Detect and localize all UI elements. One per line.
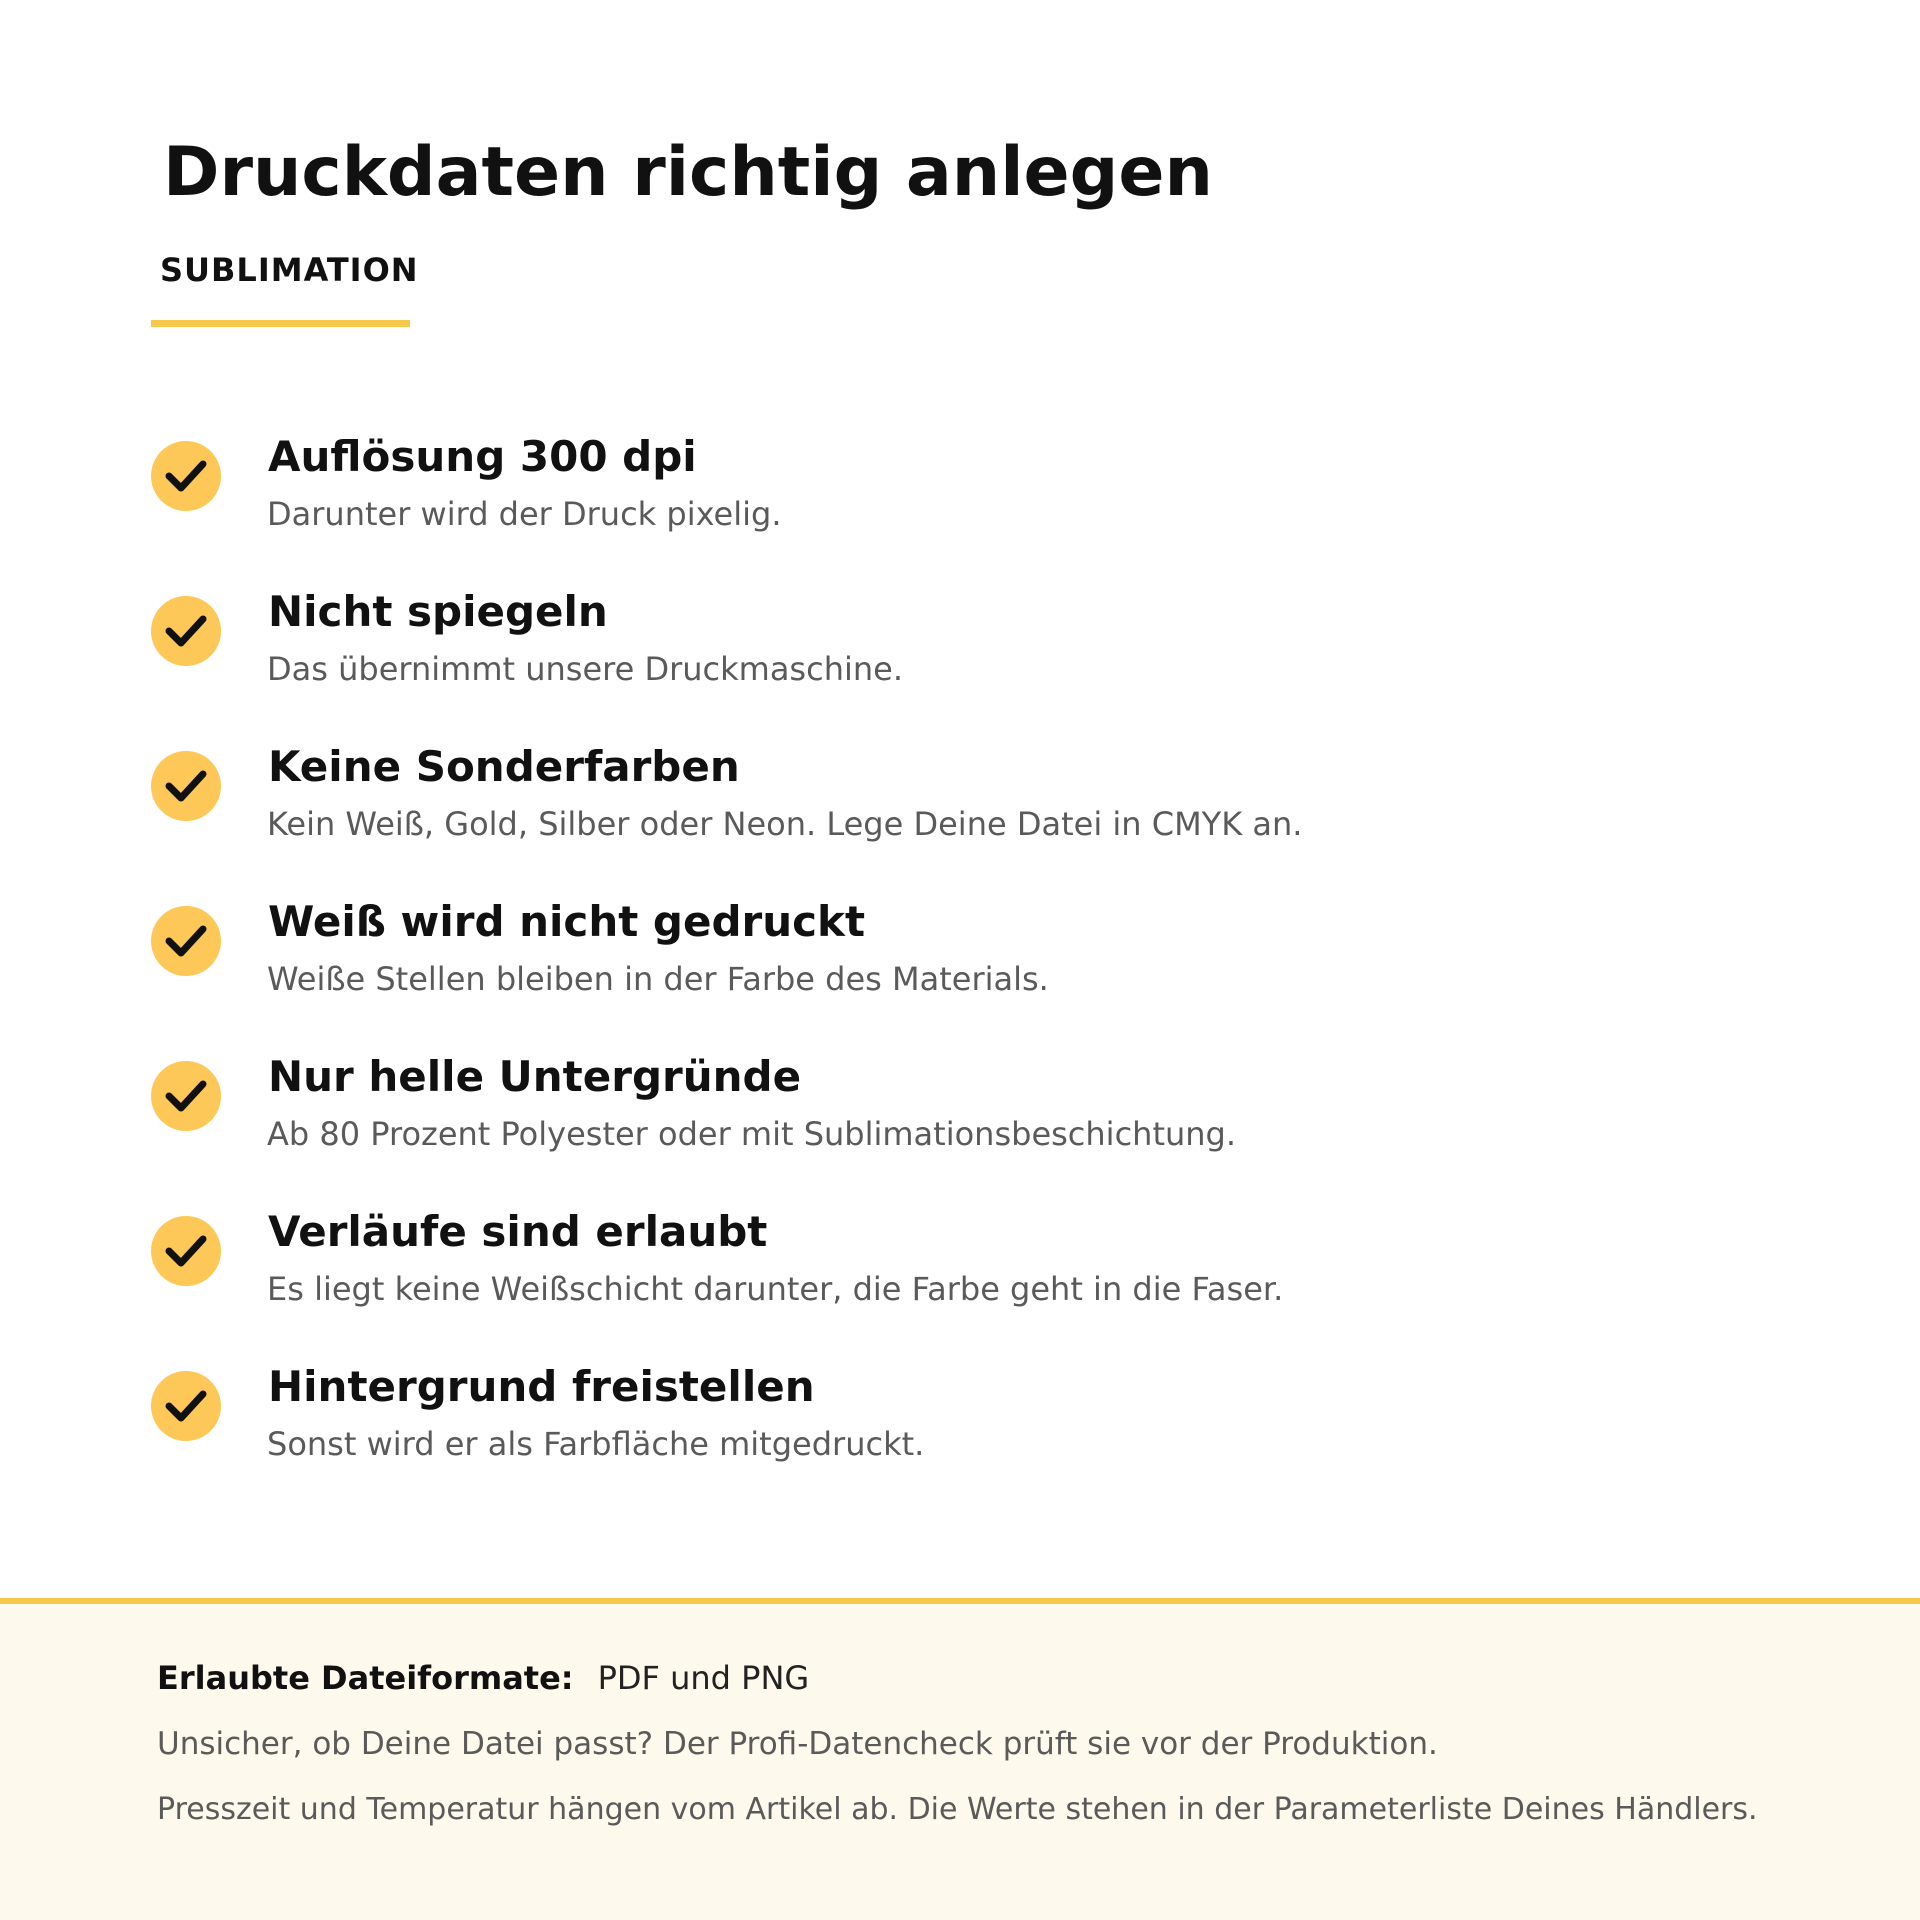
- subtitle-underline: [151, 320, 410, 327]
- checklist-item-description: Ab 80 Prozent Polyester oder mit Sublimationsbeschichtung.: [267, 1115, 1237, 1153]
- file-formats-value: PDF und PNG: [597, 1659, 810, 1697]
- check-circle-icon: [151, 1371, 221, 1441]
- checklist-item-description: Weiße Stellen bleiben in der Farbe des Materials.: [267, 960, 1049, 998]
- check-circle-icon: [151, 596, 221, 666]
- checklist-item: [0, 897, 1920, 1056]
- checklist-item: [0, 1207, 1920, 1366]
- checklist-item: [0, 1362, 1920, 1521]
- page-title: Druckdaten richtig anlegen: [163, 133, 1213, 212]
- checklist-item-title: Nur helle Untergründe: [268, 1052, 802, 1101]
- checklist-item-description: Darunter wird der Druck pixelig.: [267, 495, 782, 533]
- checklist-item-description: Kein Weiß, Gold, Silber oder Neon. Lege Deine Datei in CMYK an.: [267, 805, 1303, 843]
- checklist-item-title: Hintergrund freistellen: [268, 1362, 815, 1411]
- checklist-item: [0, 432, 1920, 591]
- checklist-item-title: Auflösung 300 dpi: [268, 432, 697, 481]
- file-formats-label: Erlaubte Dateiformate:: [157, 1659, 574, 1697]
- check-circle-icon: [151, 751, 221, 821]
- checklist-item-title: Verläufe sind erlaubt: [268, 1207, 768, 1256]
- checklist-item: [0, 742, 1920, 901]
- checklist-item-description: Sonst wird er als Farbfläche mitgedruckt.: [267, 1425, 925, 1463]
- checklist-item-description: Das übernimmt unsere Druckmaschine.: [267, 650, 903, 688]
- press-parameters-note: Presszeit und Temperatur hängen vom Artikel ab. Die Werte stehen in der Parameterliste Deines Händlers.: [157, 1792, 1758, 1827]
- check-circle-icon: [151, 441, 221, 511]
- datacheck-note: Unsicher, ob Deine Datei passt? Der Profi-Datencheck prüft sie vor der Produktion.: [157, 1726, 1438, 1762]
- info-footer: [0, 1598, 1920, 1920]
- checklist-item: [0, 1052, 1920, 1211]
- check-circle-icon: [151, 1216, 221, 1286]
- checklist-item-title: Weiß wird nicht gedruckt: [268, 897, 866, 946]
- check-circle-icon: [151, 1061, 221, 1131]
- checklist-item-description: Es liegt keine Weißschicht darunter, die Farbe geht in die Faser.: [267, 1270, 1284, 1308]
- checklist-item-title: Keine Sonderfarben: [268, 742, 740, 791]
- checklist-item-title: Nicht spiegeln: [268, 587, 608, 636]
- section-subtitle: SUBLIMATION: [160, 251, 419, 289]
- file-formats-line: [157, 1656, 809, 1700]
- checklist-item: [0, 587, 1920, 746]
- check-circle-icon: [151, 906, 221, 976]
